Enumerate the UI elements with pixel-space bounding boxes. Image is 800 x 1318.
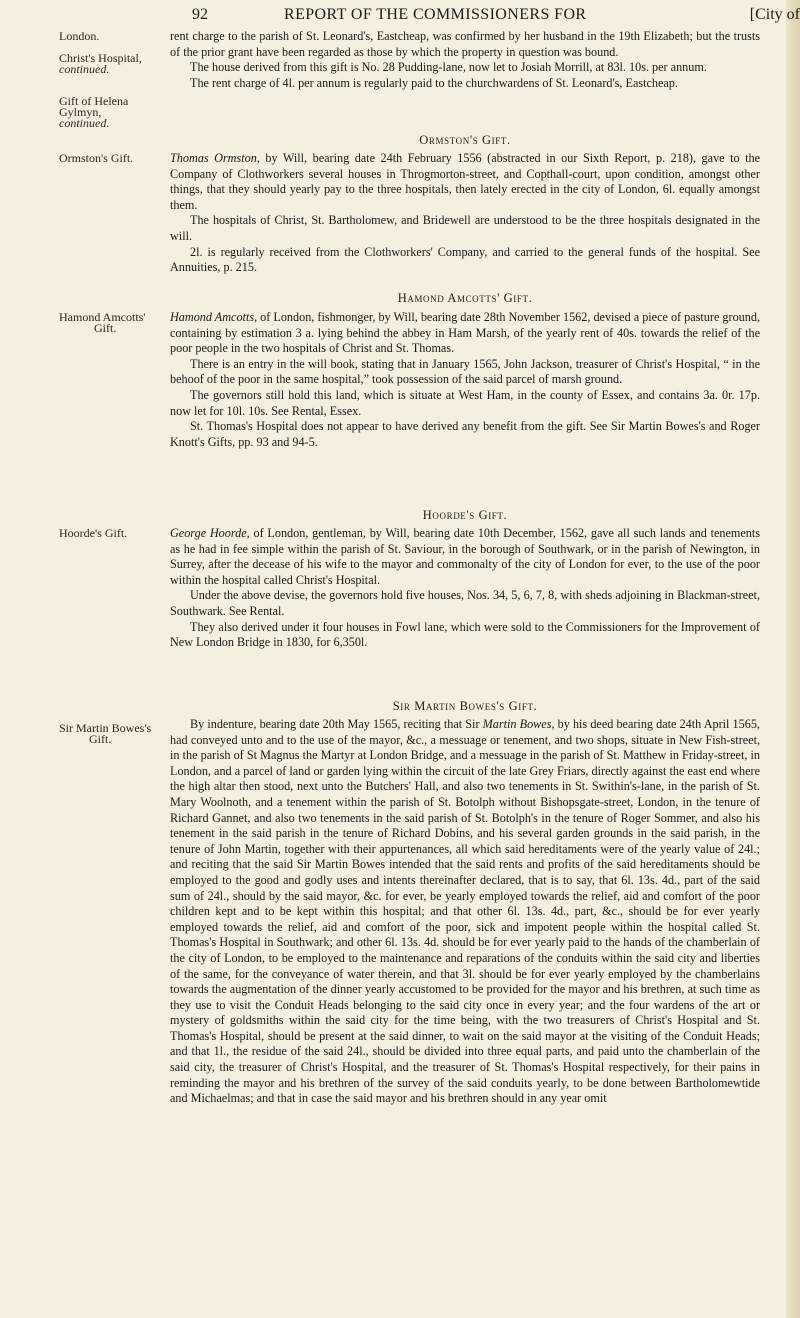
margin-note-line: Sir Martin Bowes's <box>59 721 152 735</box>
heading-bowes: Sir Martin Bowes's Gift. <box>392 699 538 713</box>
margin-note-line: Hamond Amcotts' <box>59 310 146 324</box>
paragraph: Hamond Amcotts, of London, fishmonger, by Will, bearing date 28th November 1562, devised a piece of pasture ground, containing by estimation 3 a. lying behind the abbey in Ham Marsh, of the yearly rent of 40s. towards the relief of the poor people in the two hospitals of Christ and St. Thomas. <box>170 310 760 356</box>
section-ormston <box>170 151 760 276</box>
margin-note-line: Gift. <box>89 732 112 746</box>
paragraph: They also derived under it four houses in Fowl lane, which were sold to the Commissioners for the Improvement of New London Bridge in 1830, for 6,350l. <box>170 619 760 650</box>
margin-note-line: continued. <box>59 116 110 130</box>
section-hoorde <box>170 526 760 651</box>
margin-note-line: continued. <box>59 62 110 76</box>
donor-name: Thomas Ormston <box>170 151 257 165</box>
margin-note-line: Christ's Hospital, <box>59 51 142 65</box>
paragraph: The house derived from this gift is No. 28 Pudding-lane, now let to Josiah Morrill, at 83l. 10s. per annum. <box>190 60 707 75</box>
paragraph: The governors still hold this land, which is situate at West Ham, in the county of Essex, and contains 3a. 0r. 17p. now let for 10l. 10s. See Rental, Essex. <box>170 387 760 418</box>
heading-hoorde: Hoorde's Gift. <box>422 508 508 522</box>
section-amcotts <box>170 310 760 450</box>
margin-note-london: London. <box>59 29 100 43</box>
paragraph: There is an entry in the will book, stating that in January 1565, John Jackson, treasurer of Christ's Hospital, “ in the behoof of the poor in the same hospital,” took possession of the said parcel of marsh ground. <box>170 356 760 387</box>
heading-amcotts: Hamond Amcotts' Gift. <box>397 291 533 305</box>
margin-note-gift-helena <box>59 96 159 129</box>
paragraph: Thomas Ormston, by Will, bearing date 24th February 1556 (abstracted in our Sixth Report, p. 218), gave to the Company of Clothworkers several houses in Throgmorton-street, and Copthall-court, upon condition, amongst other things, that they should yearly pay to the three hospitals, then lately erected in the city of London, 6l. equally amongst them. <box>170 151 760 212</box>
margin-note-ormston: Ormston's Gift. <box>59 151 134 165</box>
paragraph: The rent charge of 4l. per annum is regularly paid to the churchwardens of St. Leonard's, Eastcheap. <box>190 75 678 90</box>
margin-note-hamond <box>59 312 159 334</box>
margin-note-hoorde: Hoorde's Gift. <box>59 526 128 540</box>
section-helena-continued <box>170 29 760 91</box>
page-edge <box>786 0 800 1318</box>
running-title-right: [City of <box>749 6 800 23</box>
margin-note-line: Gift. <box>94 321 117 335</box>
paragraph: St. Thomas's Hospital does not appear to have derived any benefit from the gift. See Sir Martin Bowes's and Roger Knott's Gifts, pp. 93 and 94-5. <box>170 419 760 449</box>
section-bowes <box>170 717 760 1107</box>
donor-name: George Hoorde <box>170 526 247 540</box>
margin-note-bowes <box>59 723 159 745</box>
margin-note-line: Gylmyn, <box>59 105 102 119</box>
paragraph: By indenture, bearing date 20th May 1565, reciting that Sir Martin Bowes, by his deed bearing date 24th April 1565, had conveyed unto and to the use of the mayor, &c., a messuage or tenement, and two shops, situate in New Fish-street, in the parish of St Magnus the Martyr at London Bridge, and a messuage in the parish of St. Matthew in Friday-street, in London, and a parcel of land or garden lying within the circuit of the late Grey Friars, directly against the east end where the high altar then stood, next unto the Butchers' Hall, and also two tenements in St. Swithin's-lane, in the parish of St. Mary Woolnoth, and a tenement within the parish of St. Botolph without Bishopsgate-street, London, in the tenure of Richard Gannet, and also two tenements in the said parish of St. Botolph's in the tenure of Roger Sommer, and also his tenement in the said parish in the tenure of Richard Dobins, and his several garden grounds in the said parish, in the tenure of John Martin, together with their appurtenances, all which said hereditaments were of the yearly value of 24l.; and reciting that the said Sir Martin Bowes intended that the said rents and profits of the said hereditaments should be employed to the good and godly uses and intents thereinafter declared, that is to say, that 6l. 13s. 4d., part of the said sum of 24l., should by the said mayor, &c. for ever, be yearly employed towards the relief, aid and comfort of the poor children kept and to be kept within this hospital; and that other 6l. 13s. 4d., part, &c., should be for ever yearly employed towards the relief, aid and comfort of the poor, sick and impotent people within the hospital called St. Thomas's Hospital in Southwark; and other 6l. 13s. 4d. should be for ever yearly paid to the hands of the chamberlain of the city of London, to be employed to the maintenance and reparations of the conduits within the said city and liberties of the same, for the conveyance of water therein, and that 3l. should be for ever yearly employed by the chamberlains towards the augmentation of the dinner yearly accustomed to be provided for the mayor and his brethren, at such time as they use to visit the Conduit Heads belonging to the said city once in every year; and the four wardens of the art or mystery of goldsmiths within the said city for the time being, with the two treasurers of Christ's Hospital and St. Thomas's Hospital, should be present at the said dinner, to wait on the said mayor at the visiting of the Conduit Heads; and that 1l., the residue of the said 24l., should be divided into three equal parts, and paid unto the chamberlain of the said city, the treasurer of Christ's Hospital, and the treasurer of St. Thomas's Hospital respectively, for their pains in reminding the mayor and his brethren of the survey of the said conduits yearly, to be done between Bartholomewtide and Michaelmas; and that in case the said mayor and his brethren should in any year omit <box>170 717 760 1106</box>
heading-ormston: Ormston's Gift. <box>419 133 511 147</box>
donor-name: Martin Bowes <box>482 717 552 731</box>
page-number: 92 <box>192 6 208 23</box>
paragraph: Under the above devise, the governors hold five houses, Nos. 34, 5, 6, 7, 8, with sheds adjoining in Blackman-street, Southwark. See Rental. <box>170 588 760 618</box>
paragraph: George Hoorde, of London, gentleman, by Will, bearing date 10th December, 1562, gave all such lands and tenements as he had in fee simple within the parish of St. Saviour, in the borough of Southwark, or in the parish of Newington, in Surrey, after the decease of his wife to the mayor and commonalty of the city of London for ever, to the use of the poor within the hospital called Christ's Hospital. <box>170 526 760 587</box>
paragraph: rent charge to the parish of St. Leonard's, Eastcheap, was confirmed by her husband in the 19th Elizabeth; but the trusts of the prior grant have been regarded as those by which the property in question was bound. <box>170 29 760 59</box>
margin-note-christs-hospital <box>59 53 159 75</box>
paragraph: The hospitals of Christ, St. Bartholomew, and Bridewell are understood to be the three hospitals designated in the will. <box>170 213 760 243</box>
margin-note-line: Gift of Helena <box>59 94 129 108</box>
donor-name: Hamond Amcotts <box>170 310 255 324</box>
running-title: REPORT OF THE COMMISSIONERS FOR <box>284 6 587 23</box>
paragraph: 2l. is regularly received from the Clothworkers' Company, and carried to the general funds of the hospital. See Annuities, p. 215. <box>170 244 760 275</box>
running-header <box>60 2 800 24</box>
